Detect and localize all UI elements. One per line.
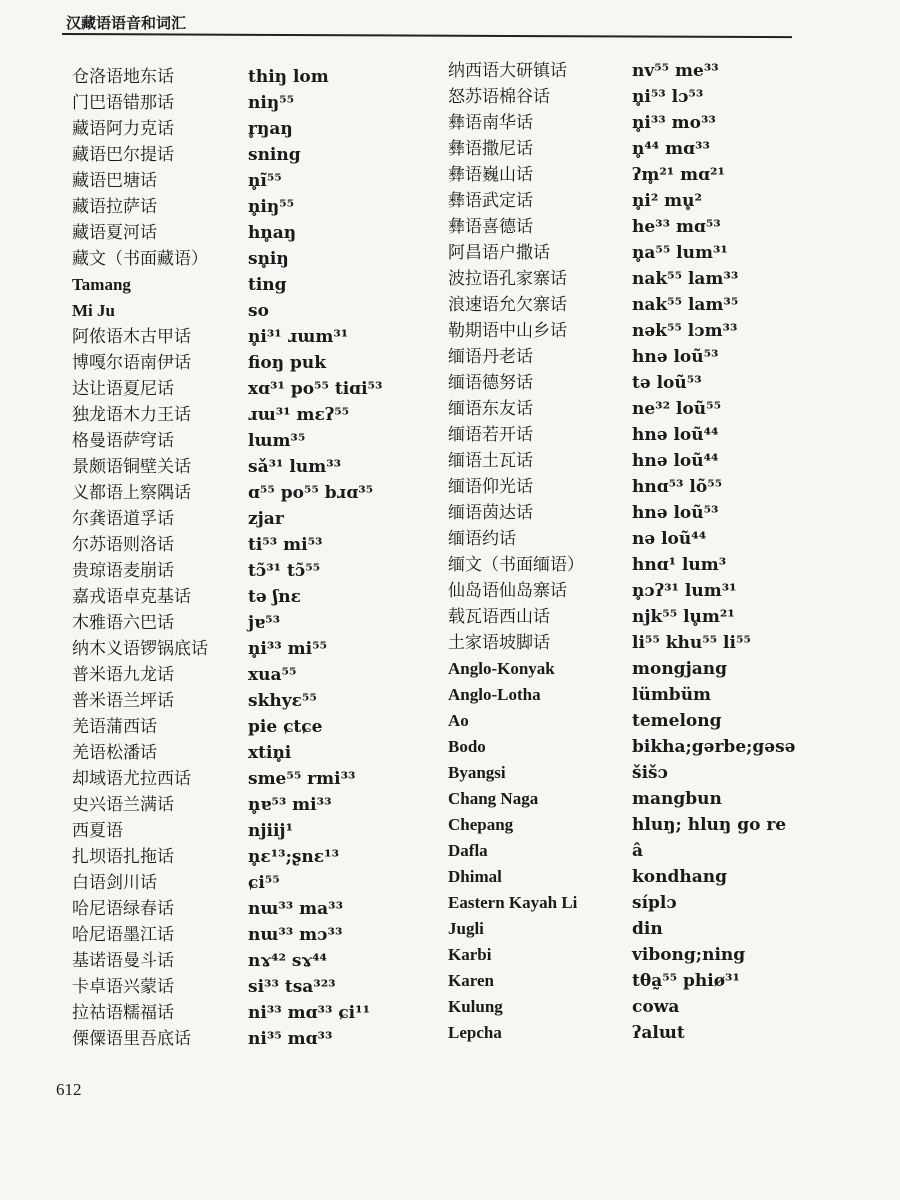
language-name: 羌语蒲西话 <box>72 717 157 737</box>
word-form: skhyɛ⁵⁵ <box>248 691 317 711</box>
word-form: sn̥iŋ <box>248 249 289 269</box>
language-name: 傈僳语里吾底话 <box>72 1029 191 1049</box>
language-name: 格曼语萨穹话 <box>72 431 174 451</box>
word-form: hnə loũ⁴⁴ <box>632 451 719 471</box>
word-form: niŋ⁵⁵ <box>248 93 295 113</box>
language-name: 博嘎尔语南伊话 <box>72 353 191 373</box>
language-name: 纳木义语锣锅底话 <box>72 639 208 659</box>
left-word-forms <box>248 64 382 1052</box>
word-form: n̥ɔʔ³¹ lum³¹ <box>632 581 737 601</box>
language-name: 义都语上察隅话 <box>72 483 191 503</box>
language-name: 缅语仰光话 <box>448 477 533 497</box>
word-form: hluŋ; hluŋ go re <box>632 815 787 835</box>
language-name: 阿昌语户撒话 <box>448 243 550 263</box>
language-name: 拉祜语糯福话 <box>72 1003 174 1023</box>
language-name: 羌语松潘话 <box>72 743 157 763</box>
word-form: hnə loũ⁴⁴ <box>632 425 719 445</box>
right-word-forms <box>632 58 796 1046</box>
language-name: 彝语撒尼话 <box>448 139 533 159</box>
word-form: síplɔ <box>632 893 677 913</box>
word-form: pie ɕtɕe <box>248 717 323 737</box>
language-name: 缅语德努话 <box>448 373 533 393</box>
word-form: hnɑ¹ lum³ <box>632 555 727 575</box>
word-form: nək⁵⁵ lɔm³³ <box>632 321 738 341</box>
language-name: 缅文（书面缅语） <box>448 555 584 575</box>
word-form: sǎ³¹ lum³³ <box>248 457 342 477</box>
language-name: 普米语九龙话 <box>72 665 174 685</box>
language-name: 木雅语六巴话 <box>72 613 174 633</box>
word-form: r̥ŋaŋ <box>248 119 293 139</box>
language-name: Chepang <box>448 815 514 834</box>
left-language-names <box>72 64 208 1052</box>
language-name: Jugli <box>448 919 484 938</box>
language-name: Lepcha <box>448 1023 502 1042</box>
language-name: 西夏语 <box>72 821 123 841</box>
language-name: 浪速语允欠寨话 <box>448 295 567 315</box>
word-form: mangbun <box>632 789 722 809</box>
word-form: hnə loũ⁵³ <box>632 347 719 367</box>
language-name: 史兴语兰满话 <box>72 795 174 815</box>
language-name: 仓洛语地东话 <box>72 67 174 87</box>
word-form: â <box>632 841 644 861</box>
language-name: 缅语土瓦话 <box>448 451 533 471</box>
word-form: xtin̥i <box>248 743 292 763</box>
language-name: 缅语约话 <box>448 529 516 549</box>
language-name: 普米语兰坪话 <box>72 691 174 711</box>
word-form: hn̥aŋ <box>248 223 297 243</box>
language-name: Dafla <box>448 841 488 860</box>
word-form: temelong <box>632 711 722 731</box>
word-form: ti⁵³ mi⁵³ <box>248 535 323 555</box>
running-header: 汉藏语语音和词汇 <box>66 14 187 32</box>
word-form: ting <box>248 275 287 295</box>
language-name: Tamang <box>72 275 131 294</box>
language-name: Karbi <box>448 945 492 964</box>
word-form: tə loũ⁵³ <box>632 373 702 393</box>
language-name: 彝语喜德话 <box>448 217 533 237</box>
word-form: n̥i³³ mi⁵⁵ <box>248 639 327 659</box>
word-form: nɯ³³ mɔ³³ <box>248 925 343 945</box>
word-form: ɕi⁵⁵ <box>248 873 280 893</box>
language-name: Bodo <box>448 737 486 756</box>
word-form: tɔ̃³¹ tɔ̃⁵⁵ <box>248 561 321 581</box>
language-name: 载瓦语西山话 <box>448 607 550 627</box>
language-name: Ao <box>448 711 469 730</box>
word-form: ni³³ mɑ³³ ɕi¹¹ <box>248 1003 371 1023</box>
word-form: thiŋ lom <box>248 67 329 87</box>
language-name: 彝语南华话 <box>448 113 533 133</box>
language-name: 哈尼语绿春话 <box>72 899 174 919</box>
word-form: hnɑ⁵³ lõ⁵⁵ <box>632 477 723 497</box>
word-form: šišɔ <box>632 763 668 783</box>
language-name: 独龙语木力王话 <box>72 405 191 425</box>
word-form: tə ʃnɛ <box>248 587 301 607</box>
word-form: n̥⁴⁴ mɑ³³ <box>632 139 710 159</box>
language-name: Byangsi <box>448 763 506 782</box>
word-form: nɯ³³ ma³³ <box>248 899 344 919</box>
word-form: xɑ³¹ po⁵⁵ tiɑi⁵³ <box>248 379 383 399</box>
language-name: 彝语武定话 <box>448 191 533 211</box>
language-name: 藏语夏河话 <box>72 223 157 243</box>
language-name: 却域语尤拉西话 <box>72 769 191 789</box>
language-name: 景颇语铜壁关话 <box>72 457 191 477</box>
language-name: Dhimal <box>448 867 502 886</box>
word-form: vibong;ning <box>632 945 746 965</box>
language-name: 藏语巴尔提话 <box>72 145 174 165</box>
word-form: hnə loũ⁵³ <box>632 503 719 523</box>
word-form: he³³ mɑ⁵³ <box>632 217 721 237</box>
language-name: 波拉语孔家寨话 <box>448 269 567 289</box>
language-name: 嘉戎语卓克基话 <box>72 587 191 607</box>
word-form: lümbüm <box>632 685 712 705</box>
word-form: n̥ɛ¹³;ʂnɛ¹³ <box>248 847 340 867</box>
language-name: 仙岛语仙岛寨话 <box>448 581 567 601</box>
language-name: 藏语阿力克话 <box>72 119 174 139</box>
language-name: Karen <box>448 971 494 990</box>
word-form: cowa <box>632 997 680 1017</box>
word-form: n̥iŋ⁵⁵ <box>248 197 295 217</box>
language-name: 阿侬语木古甲话 <box>72 327 191 347</box>
language-name: 缅语若开话 <box>448 425 533 445</box>
language-name: 卡卓语兴蒙话 <box>72 977 174 997</box>
word-form: ne³² loũ⁵⁵ <box>632 399 722 419</box>
word-form: fioŋ puk <box>248 353 327 373</box>
word-form: njiij¹ <box>248 821 294 841</box>
word-form: nak⁵⁵ lam³⁵ <box>632 295 739 315</box>
language-name: 缅语茵达话 <box>448 503 533 523</box>
word-form: n̥a⁵⁵ lum³¹ <box>632 243 728 263</box>
language-name: Anglo-Konyak <box>448 659 555 678</box>
language-name: 缅语丹老话 <box>448 347 533 367</box>
word-form: n̥i⁵³ lɔ⁵³ <box>632 87 704 107</box>
language-name: 勒期语中山乡话 <box>448 321 567 341</box>
word-form: jɐ⁵³ <box>248 613 281 633</box>
right-language-names <box>448 58 584 1046</box>
word-form: nə loũ⁴⁴ <box>632 529 707 549</box>
word-form: nɤ⁴² sɤ⁴⁴ <box>248 951 327 971</box>
language-name: 门巴语错那话 <box>72 93 174 113</box>
word-form: li⁵⁵ khu⁵⁵ li⁵⁵ <box>632 633 751 653</box>
word-form: so <box>248 301 269 321</box>
word-form: xua⁵⁵ <box>248 665 297 685</box>
language-name: Kulung <box>448 997 503 1016</box>
language-name: 缅语东友话 <box>448 399 533 419</box>
language-name: 纳西语大研镇话 <box>448 61 567 81</box>
word-form: ni³⁵ mɑ³³ <box>248 1029 333 1049</box>
word-form: mongjang <box>632 659 727 679</box>
language-name: 尔苏语则洛话 <box>72 535 174 555</box>
language-name: 彝语巍山话 <box>448 165 533 185</box>
word-form: kondhang <box>632 867 727 887</box>
word-form: zjar <box>248 509 284 529</box>
page-number: 612 <box>56 1080 82 1099</box>
language-name: Mi Ju <box>72 301 115 320</box>
language-name: 藏语巴塘话 <box>72 171 157 191</box>
language-name: Chang Naga <box>448 789 539 808</box>
word-form: ʔm̥²¹ mɑ²¹ <box>632 165 725 185</box>
word-form: lɯm³⁵ <box>248 431 306 451</box>
language-name: 藏文（书面藏语） <box>72 249 208 269</box>
word-form: bikha;gərbe;gəsə <box>632 737 796 757</box>
word-form: nv⁵⁵ me³³ <box>632 61 719 81</box>
word-form: ɑ⁵⁵ po⁵⁵ bɹɑ³⁵ <box>248 483 374 503</box>
word-form: njk⁵⁵ lu̥m²¹ <box>632 607 735 627</box>
word-form: tθa̰⁵⁵ phiø³¹ <box>632 971 740 991</box>
language-name: 土家语坡脚话 <box>448 633 550 653</box>
language-name: Anglo-Lotha <box>448 685 541 704</box>
word-form: n̥ɐ⁵³ mi³³ <box>248 795 332 815</box>
word-form: din <box>632 919 663 939</box>
language-name: 藏语拉萨话 <box>72 197 157 217</box>
word-form: sme⁵⁵ rmi³³ <box>248 769 356 789</box>
word-form: n̥ĩ⁵⁵ <box>248 171 282 191</box>
language-name: 尔龚语道孚话 <box>72 509 174 529</box>
word-form: ʔalɯt <box>632 1023 685 1043</box>
word-form: ɹɯ³¹ mɛʔ⁵⁵ <box>248 405 350 425</box>
word-form: sning <box>248 145 301 165</box>
language-name: 达让语夏尼话 <box>72 379 174 399</box>
language-name: 哈尼语墨江话 <box>72 925 174 945</box>
word-form: n̥i³¹ ɹɯm³¹ <box>248 327 349 347</box>
language-name: 扎坝语扎拖话 <box>72 847 174 867</box>
word-form: n̥i³³ mo³³ <box>632 113 716 133</box>
language-name: Eastern Kayah Li <box>448 893 578 912</box>
word-form: si³³ tsa³²³ <box>248 977 336 997</box>
language-name: 白语剑川话 <box>72 873 157 893</box>
word-form: nak⁵⁵ lam³³ <box>632 269 739 289</box>
word-form: n̥i² mu̥² <box>632 191 702 211</box>
language-name: 贵琼语麦崩话 <box>72 561 174 581</box>
language-name: 基诺语曼斗话 <box>72 951 174 971</box>
language-name: 怒苏语棉谷话 <box>448 87 550 107</box>
header-rule <box>62 33 792 38</box>
